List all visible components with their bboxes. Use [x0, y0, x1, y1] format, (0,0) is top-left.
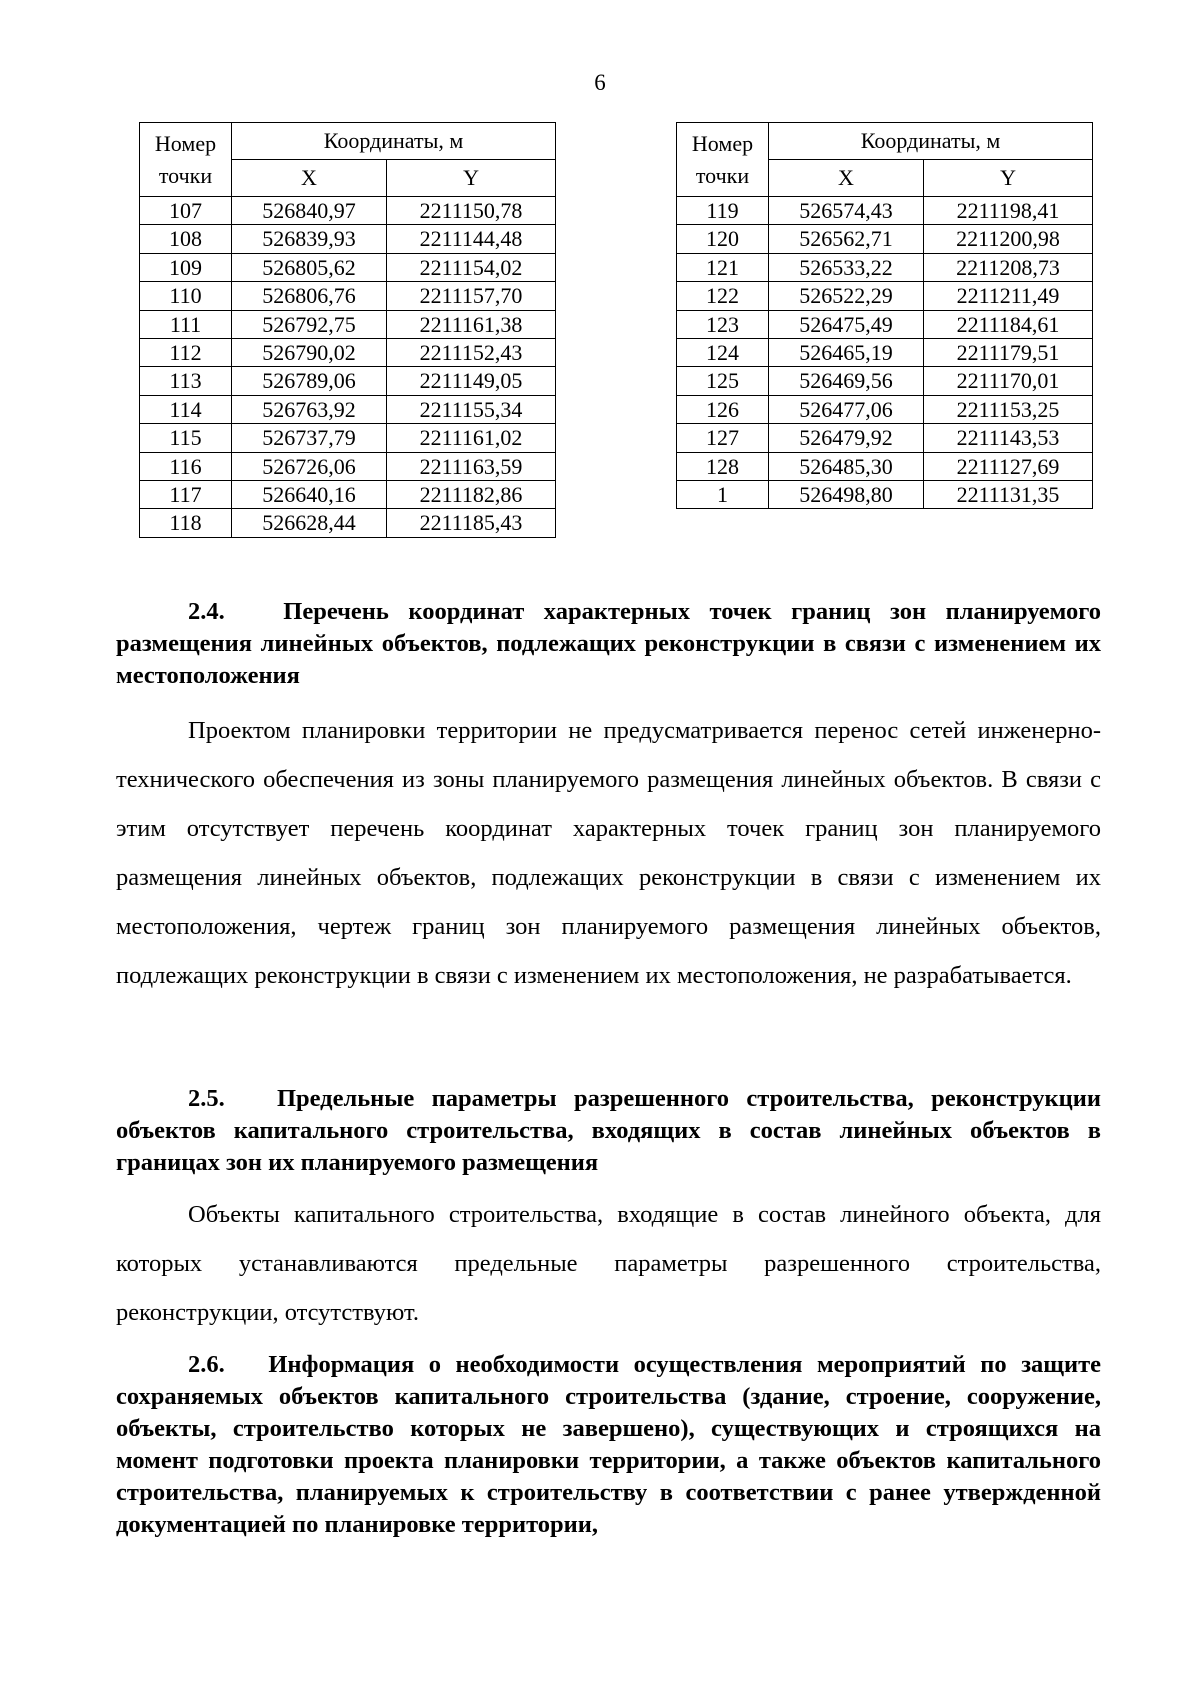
table-row: [677, 282, 1093, 310]
section-2-4-paragraph: Проектом планировки территории не предусматривается перенос сетей инженерно-технического обеспечения из зоны планируемого размещения линейных объектов. В связи с этим отсутствует перечень координат характерных точек границ зон планируемого размещения линейных объектов, подлежащих реконструкции в связи с изменением их местоположения, чертеж границ зон планируемого размещения линейных объектов, подлежащих реконструкции в связи с изменением их местоположения, не разрабатывается.: [116, 717, 1101, 989]
table-row: [677, 424, 1093, 452]
point-number-cell: 126: [677, 395, 769, 423]
point-number-cell: 117: [140, 481, 232, 509]
table-row: [677, 481, 1093, 509]
x-coordinate-cell: 526533,22: [769, 253, 924, 281]
y-coordinate-cell: 2211208,73: [924, 253, 1093, 281]
point-number-cell: 121: [677, 253, 769, 281]
y-coordinate-cell: 2211200,98: [924, 225, 1093, 253]
table-row: [677, 339, 1093, 367]
y-coordinate-cell: 2211211,49: [924, 282, 1093, 310]
y-coordinate-cell: 2211150,78: [387, 197, 556, 225]
y-coordinate-cell: 2211182,86: [387, 481, 556, 509]
table-row: [140, 282, 556, 310]
y-coordinate-cell: 2211198,41: [924, 197, 1093, 225]
section-title: Информация о необходимости осуществления мероприятий по защите сохраняемых объектов капитального строительства (здание, строение, сооружение, объекты, строительство которых не завершено), существующих и строящихся на момент подготовки проекта планировки территории, а также объектов капитального строительства, планируемых к строительству в соответствии с ранее утвержденной документацией по планировке территории,: [116, 1351, 1102, 1538]
point-number-cell: 111: [140, 310, 232, 338]
y-coordinate-cell: 2211163,59: [387, 452, 556, 480]
x-coordinate-cell: 526763,92: [232, 395, 387, 423]
point-number-cell: 107: [140, 197, 232, 225]
point-number-cell: 119: [677, 197, 769, 225]
table-row: [677, 452, 1093, 480]
section-title: Предельные параметры разрешенного строительства, реконструкции объектов капитального строительства, входящих в состав линейных объектов в границах зон их планируемого размещения: [116, 1085, 1102, 1176]
section-2-5-paragraph: Объекты капитального строительства, входящие в состав линейного объекта, для которых устанавливаются предельные параметры разрешенного строительства, реконструкции, отсутствуют.: [116, 1201, 1101, 1326]
table-row: [140, 424, 556, 452]
point-number-cell: 112: [140, 339, 232, 367]
point-number-cell: 127: [677, 424, 769, 452]
table-row: [677, 197, 1093, 225]
y-coordinate-cell: 2211144,48: [387, 225, 556, 253]
section-number: 2.5.: [188, 1085, 225, 1112]
y-coordinate-cell: 2211127,69: [924, 452, 1093, 480]
table-row: [140, 310, 556, 338]
table-row: [677, 253, 1093, 281]
page-number: 6: [594, 70, 606, 95]
y-coordinate-cell: 2211149,05: [387, 367, 556, 395]
table-row: [140, 225, 556, 253]
point-number-cell: 123: [677, 310, 769, 338]
table-row: [140, 197, 556, 225]
table-row: [140, 253, 556, 281]
y-coordinate-cell: 2211184,61: [924, 310, 1093, 338]
y-coordinate-cell: 2211161,02: [387, 424, 556, 452]
x-coordinate-cell: 526469,56: [769, 367, 924, 395]
x-coordinate-cell: 526839,93: [232, 225, 387, 253]
y-coordinate-cell: 2211152,43: [387, 339, 556, 367]
table-row: [677, 367, 1093, 395]
column-header-coordinates: Координаты, м: [232, 123, 556, 160]
point-number-cell: 128: [677, 452, 769, 480]
section-number: 2.4.: [188, 598, 225, 625]
point-number-cell: 114: [140, 395, 232, 423]
point-number-cell: 125: [677, 367, 769, 395]
y-coordinate-cell: 2211179,51: [924, 339, 1093, 367]
table-row: [140, 395, 556, 423]
point-number-cell: 120: [677, 225, 769, 253]
coordinates-table-right: [676, 122, 1093, 509]
table-row: [140, 481, 556, 509]
x-coordinate-cell: 526789,06: [232, 367, 387, 395]
column-header-point-number: Номер точки: [140, 123, 232, 197]
x-coordinate-cell: 526574,43: [769, 197, 924, 225]
point-number-cell: 113: [140, 367, 232, 395]
point-number-cell: 110: [140, 282, 232, 310]
point-number-cell: 116: [140, 452, 232, 480]
section-2-6-heading: [116, 1349, 1101, 1541]
column-header-coordinates: Координаты, м: [769, 123, 1093, 160]
x-coordinate-cell: 526498,80: [769, 481, 924, 509]
column-header-y: Y: [387, 160, 556, 197]
x-coordinate-cell: 526840,97: [232, 197, 387, 225]
x-coordinate-cell: 526726,06: [232, 452, 387, 480]
column-header-y: Y: [924, 160, 1093, 197]
x-coordinate-cell: 526479,92: [769, 424, 924, 452]
coordinates-table-left: [139, 122, 556, 538]
x-coordinate-cell: 526477,06: [769, 395, 924, 423]
x-coordinate-cell: 526485,30: [769, 452, 924, 480]
table-row: [677, 310, 1093, 338]
point-number-cell: 118: [140, 509, 232, 537]
y-coordinate-cell: 2211155,34: [387, 395, 556, 423]
column-header-x: X: [232, 160, 387, 197]
y-coordinate-cell: 2211185,43: [387, 509, 556, 537]
y-coordinate-cell: 2211143,53: [924, 424, 1093, 452]
y-coordinate-cell: 2211154,02: [387, 253, 556, 281]
x-coordinate-cell: 526737,79: [232, 424, 387, 452]
table-row: [140, 452, 556, 480]
table-row: [677, 395, 1093, 423]
x-coordinate-cell: 526562,71: [769, 225, 924, 253]
y-coordinate-cell: 2211161,38: [387, 310, 556, 338]
point-number-cell: 1: [677, 481, 769, 509]
section-2-5-heading: [116, 1083, 1101, 1179]
point-number-cell: 115: [140, 424, 232, 452]
section-title: Перечень координат характерных точек границ зон планируемого размещения линейных объектов, подлежащих реконструкции в связи с изменением их местоположения: [116, 598, 1101, 689]
section-number: 2.6.: [188, 1351, 225, 1378]
point-number-cell: 122: [677, 282, 769, 310]
point-number-cell: 124: [677, 339, 769, 367]
x-coordinate-cell: 526806,76: [232, 282, 387, 310]
x-coordinate-cell: 526790,02: [232, 339, 387, 367]
point-number-cell: 108: [140, 225, 232, 253]
x-coordinate-cell: 526805,62: [232, 253, 387, 281]
section-2-4-heading: [116, 596, 1101, 692]
x-coordinate-cell: 526628,44: [232, 509, 387, 537]
table-row: [140, 367, 556, 395]
column-header-x: X: [769, 160, 924, 197]
x-coordinate-cell: 526475,49: [769, 310, 924, 338]
column-header-point-number: Номер точки: [677, 123, 769, 197]
x-coordinate-cell: 526465,19: [769, 339, 924, 367]
y-coordinate-cell: 2211131,35: [924, 481, 1093, 509]
y-coordinate-cell: 2211170,01: [924, 367, 1093, 395]
x-coordinate-cell: 526640,16: [232, 481, 387, 509]
table-row: [140, 339, 556, 367]
y-coordinate-cell: 2211153,25: [924, 395, 1093, 423]
x-coordinate-cell: 526792,75: [232, 310, 387, 338]
y-coordinate-cell: 2211157,70: [387, 282, 556, 310]
point-number-cell: 109: [140, 253, 232, 281]
table-row: [140, 509, 556, 537]
table-row: [677, 225, 1093, 253]
x-coordinate-cell: 526522,29: [769, 282, 924, 310]
